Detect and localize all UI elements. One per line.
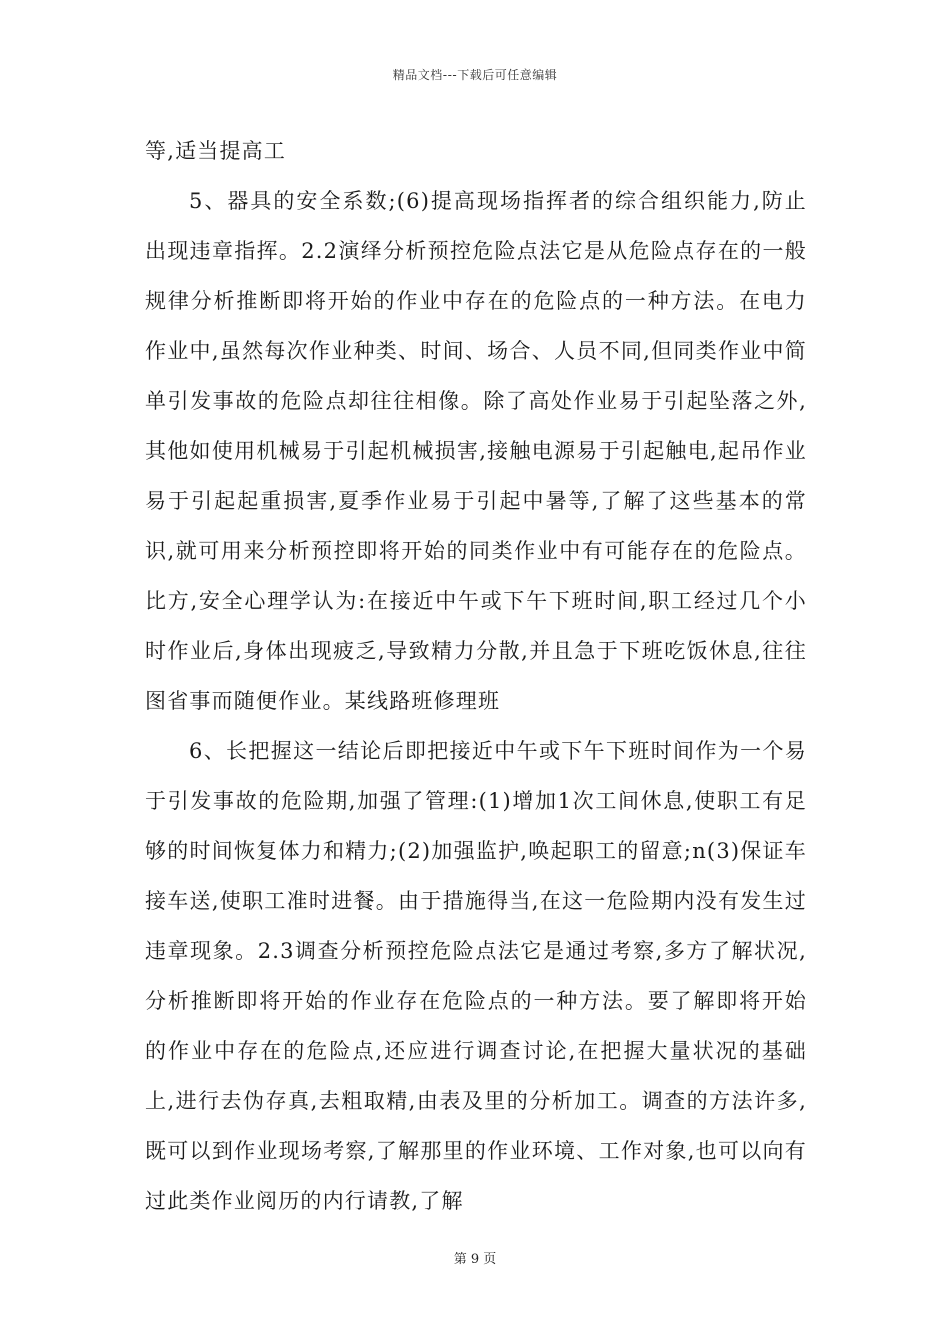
document-body [145,126,807,1226]
paragraph-item-5: 5、器具的安全系数;(6)提高现场指挥者的综合组织能力,防止出现违章指挥。2.2演绎分析预控危险点法它是从危险点存在的一般规律分析推断即将开始的作业中存在的危险点的一种方法。在电力作业中,虽然每次作业种类、时间、场合、人员不同,但同类作业中简单引发事故的危险点却往往相像。除了高处作业易于引起坠落之外,其他如使用机械易于引起机械损害,接触电源易于引起触电,起吊作业易于引起起重损害,夏季作业易于引起中暑等,了解了这些基本的常识,就可用来分析预控即将开始的同类作业中有可能存在的危险点。比方,安全心理学认为:在接近中午或下午下班时间,职工经过几个小时作业后,身体出现疲乏,导致精力分散,并且急于下班吃饭休息,往往图省事而随便作业。某线路班修理班 [145,189,807,713]
page-header: 精品文档---下载后可任意编辑 [392,68,558,82]
page-number: 第 9 页 [453,1252,497,1267]
paragraph-item-6: 6、长把握这一结论后即把接近中午或下午下班时间作为一个易于引发事故的危险期,加强了管理:(1)增加1次工间休息,使职工有足够的时间恢复体力和精力;(2)加强监护,唤起职工的留意;n(3)保证车接车送,使职工准时进餐。由于措施得当,在这一危险期内没有发生过违章现象。2.3调查分析预控危险点法它是通过考察,多方了解状况,分析推断即将开始的作业存在危险点的一种方法。要了解即将开始的作业中存在的危险点,还应进行调查讨论,在把握大量状况的基础上,进行去伪存真,去粗取精,由表及里的分析加工。调查的方法许多,既可以到作业现场考察,了解那里的作业环境、工作对象,也可以向有过此类作业阅历的内行请教,了解 [145,739,807,1213]
paragraph-continuation: 等,适当提高工 [145,139,287,163]
